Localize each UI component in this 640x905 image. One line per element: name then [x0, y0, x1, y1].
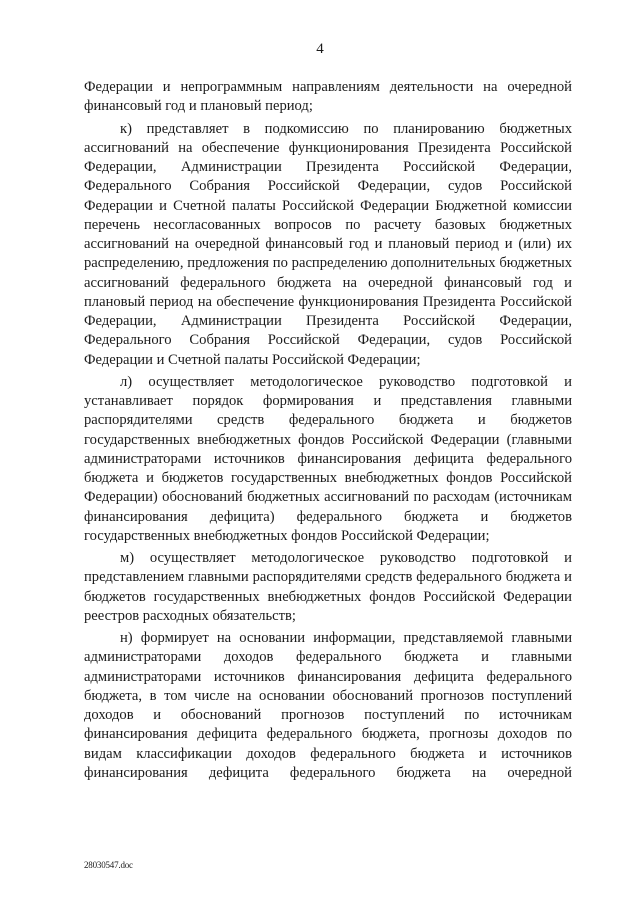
footer-filename: 28030547.doc — [84, 860, 133, 870]
paragraph-continuation: Федерации и непрограммным направлениям деятельности на очередной финансовый год и плановый период; — [84, 79, 572, 115]
document-body — [84, 78, 572, 786]
paragraph-n: н) формирует на основании информации, представляемой главными администраторами доходов федерального бюджета и главными администраторами источников финансирования дефицита федерального бюджета, в том числе на основании обоснований прогнозов поступлений доходов и обоснований прогнозов поступлений по источникам финансирования дефицита федерального бюджета, прогнозы доходов по видам классификации доходов федерального бюджета и источников финансирования дефицита федерального бюджета на очередной — [84, 630, 572, 781]
paragraph-m: м) осуществляет методологическое руководство подготовкой и представлением главными распорядителями средств федерального бюджета и бюджетов государственных внебюджетных фондов Российской Федерации реестров расходных обязательств; — [84, 550, 572, 624]
paragraph-k: к) представляет в подкомиссию по планированию бюджетных ассигнований на обеспечение функционирования Президента Российской Федерации, Администрации Президента Российской Федерации, Федерального Собрания Российской Федерации, судов Российской Федерации и Счетной палаты Российской Федерации Бюджетной комиссии перечень несогласованных вопросов по расчету базовых бюджетных ассигнований на очередной финансовый год и плановый период и (или) их распределению, предложения по распределению дополнительных бюджетных ассигнований федерального бюджета на очередной финансовый год и плановый период на обеспечение функционирования Президента Российской Федерации, Администрации Президента Российской Федерации, Федерального Собрания Российской Федерации, судов Российской Федерации и Счетной палаты Российской Федерации; — [84, 120, 572, 368]
paragraph-l: л) осуществляет методологическое руководство подготовкой и устанавливает порядок формирования и представления главными распорядителями средств федерального бюджета и бюджетов государственных внебюджетных фондов Российской Федерации (главными администраторами источников финансирования дефицита федерального бюджета и бюджетов государственных внебюджетных фондов Российской Федерации) обоснований бюджетных ассигнований по расходам (источникам финансирования дефицита) федерального бюджета и бюджетов государственных внебюджетных фондов Российской Федерации; — [84, 373, 572, 544]
page-number: 4 — [316, 41, 324, 57]
